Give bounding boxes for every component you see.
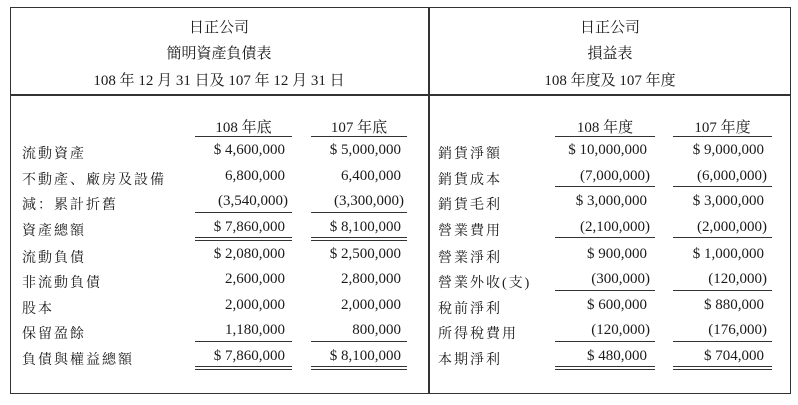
- column-header-108: 108 年底: [215, 120, 272, 136]
- value-107: (6,000,000): [697, 168, 767, 184]
- value-108: 2,600,000: [225, 271, 285, 287]
- value-108: (300,000): [591, 271, 650, 287]
- rule: [673, 290, 772, 291]
- double-rule: [195, 237, 292, 241]
- double-rule: [195, 366, 292, 370]
- value-108: (2,100,000): [580, 219, 650, 235]
- row-label: 保留盈餘: [22, 327, 86, 342]
- column-header-107: 107 年度: [694, 120, 751, 136]
- value-108: $ 4,600,000: [213, 142, 285, 158]
- value-107: 800,000: [352, 322, 401, 338]
- value-107: (3,300,000): [334, 193, 404, 209]
- rule: [195, 341, 292, 342]
- rule: [555, 136, 655, 137]
- rule: [673, 136, 772, 137]
- value-107: $ 880,000: [704, 297, 764, 313]
- balance-sheet-header: [10, 7, 428, 94]
- value-107: $ 3,000,000: [692, 193, 764, 209]
- row-label: 減：累計折舊: [22, 198, 118, 213]
- value-107: (120,000): [708, 271, 767, 287]
- row-label: 不動產、廠房及設備: [22, 173, 166, 188]
- row-label: 資產總額: [22, 224, 86, 239]
- value-107: $ 2,500,000: [329, 246, 401, 262]
- row-label: 營業外收(支): [438, 276, 532, 291]
- row-label: 營業費用: [438, 224, 502, 239]
- value-107: 2,800,000: [341, 271, 401, 287]
- value-108: 1,180,000: [225, 322, 285, 338]
- value-108: $ 3,000,000: [575, 193, 647, 209]
- header-divider: [10, 94, 791, 96]
- row-label: 營業淨利: [438, 251, 502, 266]
- value-108: (3,540,000): [218, 193, 288, 209]
- column-header-108: 108 年度: [576, 120, 634, 136]
- row-label: 所得稅費用: [438, 327, 518, 342]
- rule: [673, 341, 772, 342]
- value-107: $ 8,100,000: [329, 219, 401, 235]
- value-108: $ 7,860,000: [213, 348, 285, 364]
- statement-period: 108 年 12 月 31 日及 107 年 12 月 31 日: [93, 73, 345, 89]
- rule: [555, 290, 655, 291]
- row-label: 本期淨利: [438, 353, 502, 368]
- value-108: $ 480,000: [587, 348, 647, 364]
- rule: [311, 136, 407, 137]
- value-107: (176,000): [708, 322, 767, 338]
- value-107: $ 5,000,000: [329, 142, 401, 158]
- column-header-107: 107 年底: [330, 120, 388, 136]
- value-107: (2,000,000): [697, 219, 767, 235]
- double-rule: [673, 366, 772, 370]
- rule: [195, 212, 292, 213]
- value-108: (7,000,000): [580, 168, 650, 184]
- value-108: $ 900,000: [587, 246, 647, 262]
- row-label: 負債與權益總額: [22, 353, 134, 368]
- value-108: (120,000): [591, 322, 650, 338]
- value-108: $ 2,080,000: [213, 246, 285, 262]
- value-107: $ 8,100,000: [329, 348, 401, 364]
- rule: [311, 212, 407, 213]
- company-name: 日正公司: [579, 20, 640, 36]
- row-label: 銷貨淨額: [438, 147, 502, 162]
- value-107: 2,000,000: [341, 297, 401, 313]
- double-rule: [555, 366, 655, 370]
- row-label: 銷貨成本: [438, 173, 502, 188]
- value-108: 2,000,000: [225, 297, 285, 313]
- rule: [555, 341, 655, 342]
- income-statement-header: [429, 7, 791, 94]
- value-108: $ 10,000,000: [568, 142, 647, 158]
- row-label: 稅前淨利: [438, 302, 502, 317]
- row-label: 非流動負債: [22, 276, 102, 291]
- double-rule: [311, 366, 407, 370]
- value-108: 6,800,000: [225, 168, 285, 184]
- value-108: $ 600,000: [587, 297, 647, 313]
- rule: [673, 186, 772, 187]
- double-rule: [311, 237, 407, 241]
- rule: [311, 341, 407, 342]
- company-name: 日正公司: [188, 20, 249, 36]
- rule: [555, 237, 655, 238]
- value-107: 6,400,000: [341, 168, 401, 184]
- value-107: $ 9,000,000: [692, 142, 764, 158]
- rule: [673, 237, 772, 238]
- value-108: $ 7,860,000: [213, 219, 285, 235]
- row-label: 流動資產: [22, 147, 86, 162]
- rule: [195, 136, 292, 137]
- statement-title: 損益表: [587, 46, 633, 62]
- value-107: $ 1,000,000: [692, 246, 764, 262]
- statement-title: 簡明資產負債表: [166, 46, 272, 62]
- row-label: 銷貨毛利: [438, 198, 502, 213]
- rule: [555, 186, 655, 187]
- row-label: 股本: [22, 302, 54, 317]
- value-107: $ 704,000: [704, 348, 764, 364]
- row-label: 流動負債: [22, 251, 86, 266]
- statement-period: 108 年度及 107 年度: [544, 73, 676, 89]
